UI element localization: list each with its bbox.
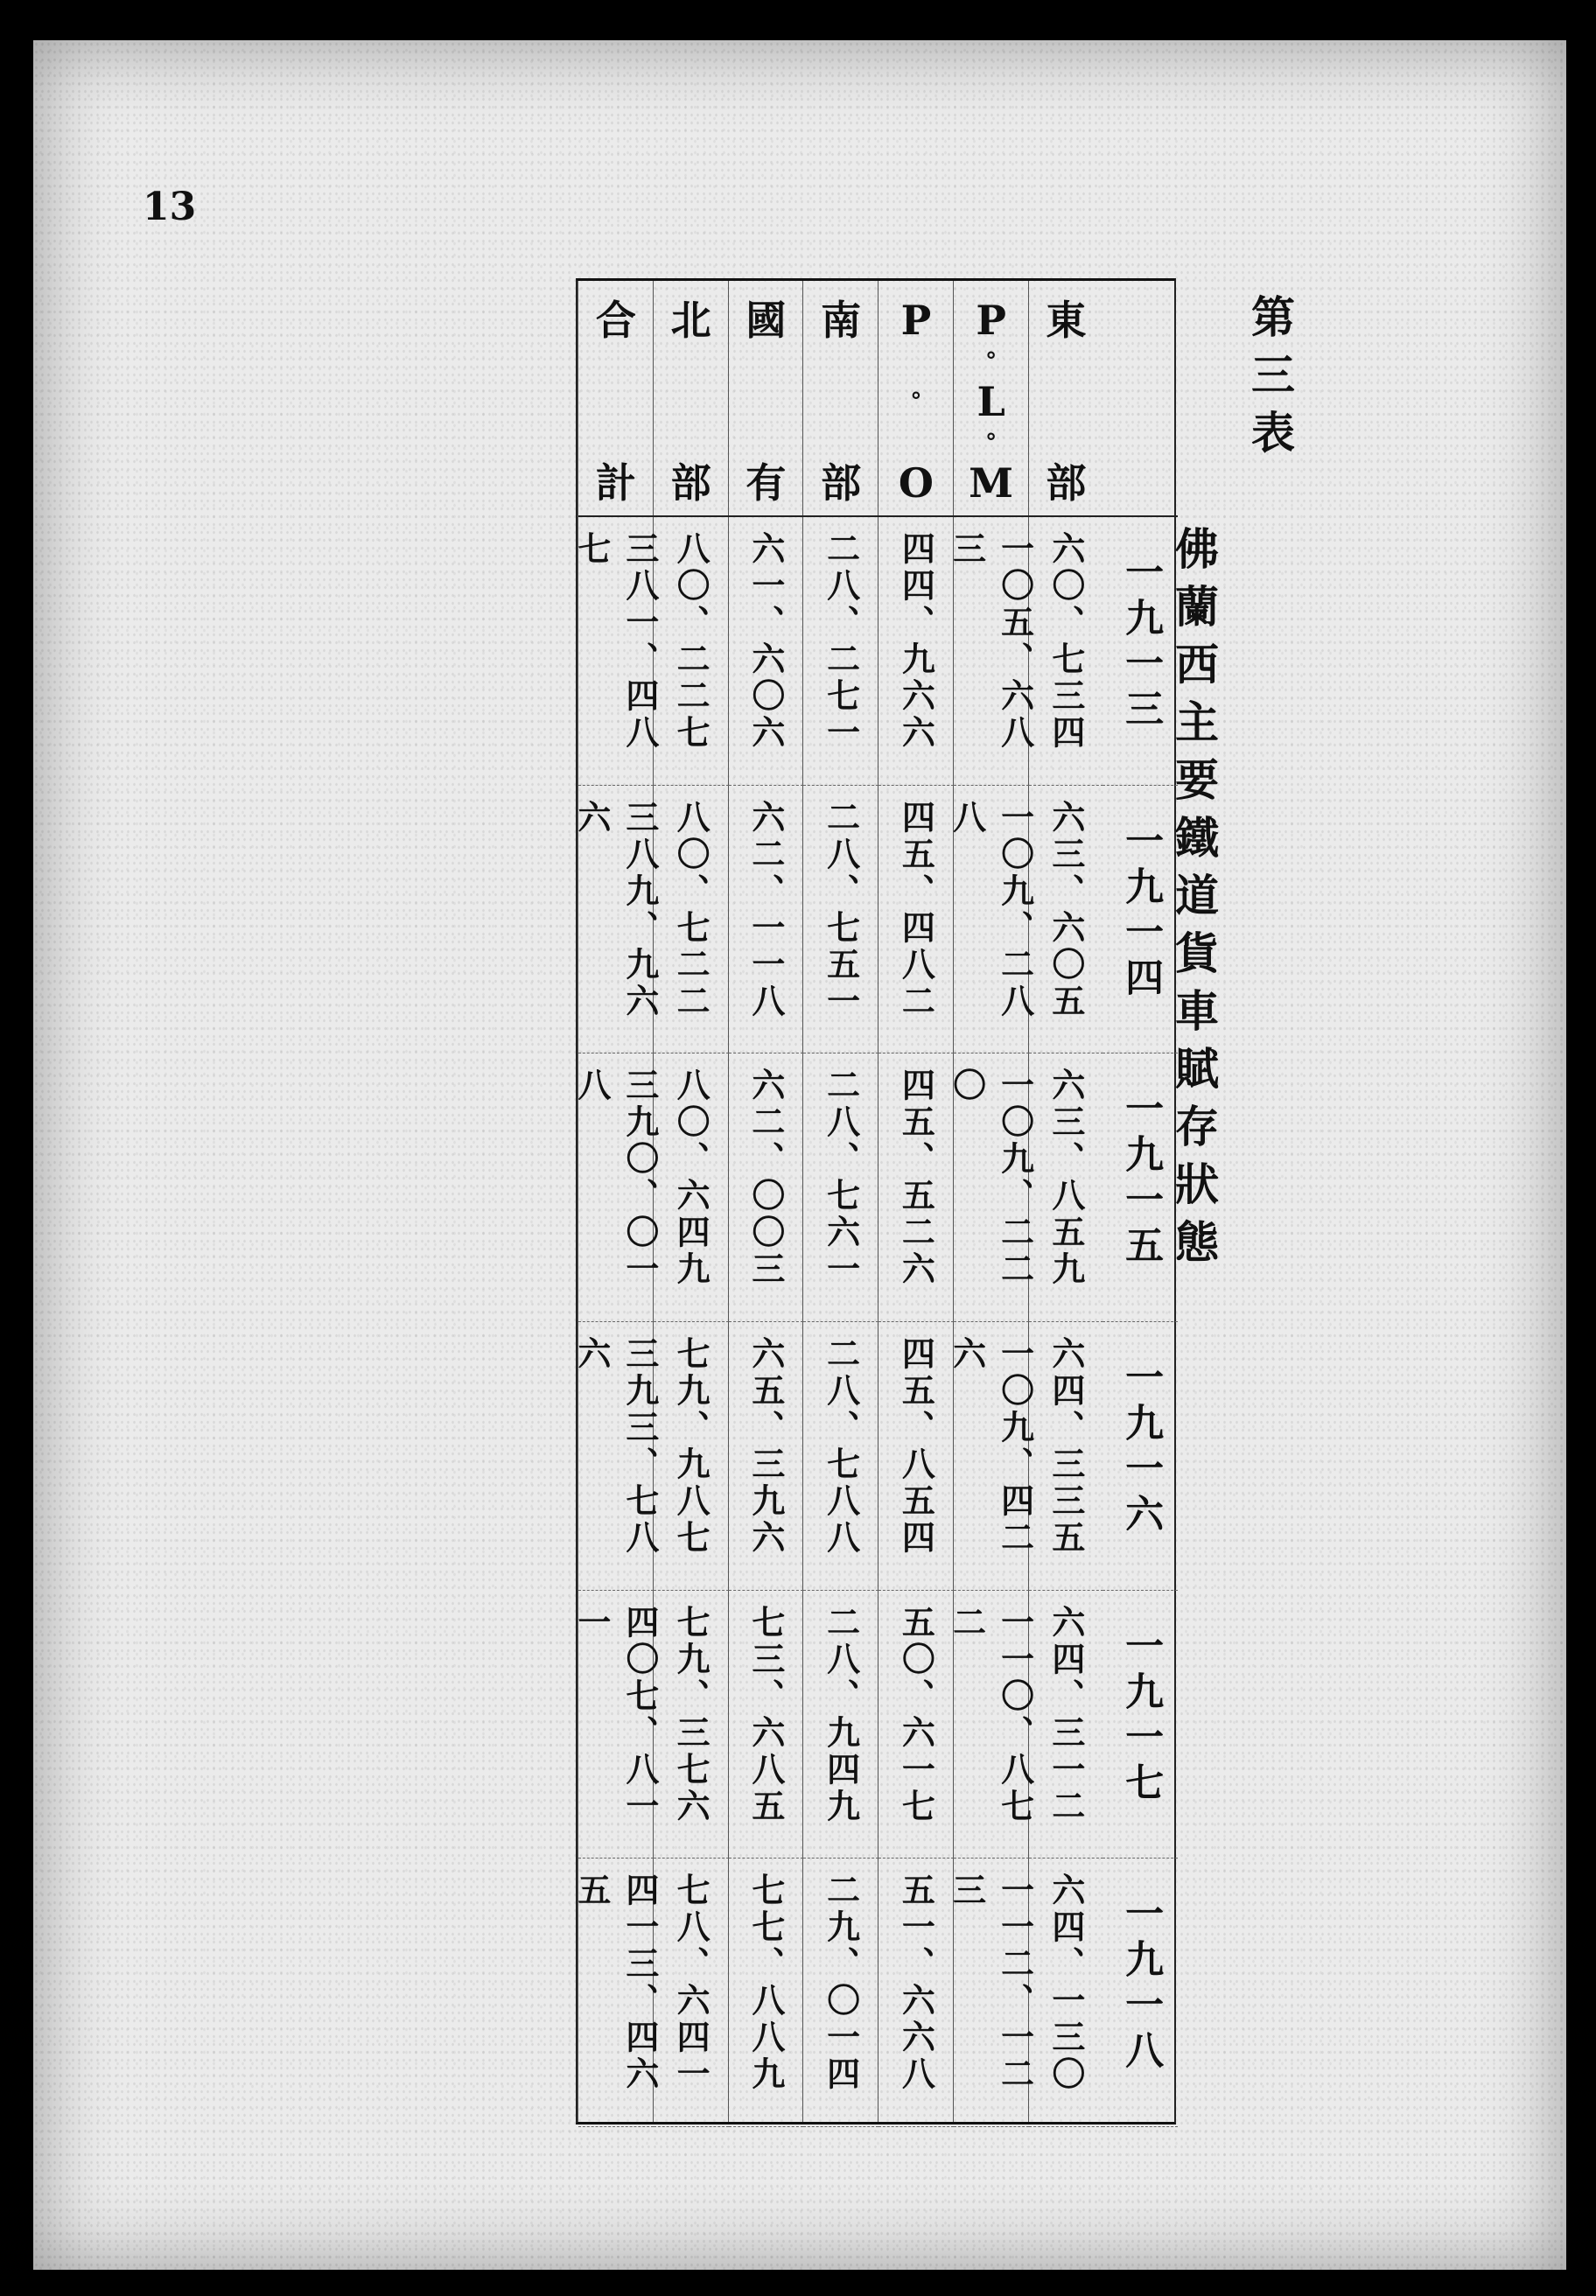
row-label: P ° L ° M [954,281,1029,517]
cell-value: 三八九、九六六 [571,799,660,1020]
table-cell [947,1054,1035,1322]
year-cell [1102,1322,1178,1591]
cell-value: 七三、六八五 [746,1604,786,1825]
table-cell [878,1591,954,1859]
cell-value: 六二、一一八 [746,799,786,1020]
cell-value: 八〇、二二七 [671,531,711,752]
table-title: 佛蘭西主要鐵道貨車賦存狀態 [1168,526,1220,1277]
table-cell [729,1054,804,1322]
year-cell [1102,517,1178,786]
row-label: 國 有 [729,281,804,517]
table-cell [729,1322,804,1591]
table-cell [803,1054,878,1322]
year-cell [1102,1858,1178,2127]
table-column [571,281,660,2122]
cell-value: 五一、六六八 [896,1872,936,2094]
cell-value: 六四、三一二 [1046,1604,1086,1825]
row-label: 南 部 [803,281,878,517]
cell-value: 二九、〇一四 [821,1872,861,2094]
cell-value: 三九三、七八六 [571,1336,660,1557]
table-cell [878,1322,954,1591]
cell-value: 一一〇、八七二 [947,1604,1035,1825]
cell-value: 一〇九、二八八 [947,799,1035,1020]
cell-value: 六三、八五九 [1046,1068,1086,1289]
table-cell [571,1322,660,1591]
cell-value: 六一、六〇六 [746,531,786,752]
table-cell [947,517,1035,786]
cell-value: 二八、七五一 [821,799,861,1020]
table-cell [878,1054,954,1322]
table-cell [654,786,729,1054]
cell-value: 五〇、六一七 [896,1604,936,1825]
table-cell [571,786,660,1054]
cell-value: 一〇九、二二〇 [947,1068,1035,1289]
data-table [571,278,1176,2124]
cell-value: 六二、〇〇三 [746,1068,786,1289]
cell-value: 七八、六四一 [671,1872,711,2094]
cell-value: 四五、四八二 [896,799,936,1020]
table-cell [729,1858,804,2127]
cell-value: 六三、六〇五 [1046,799,1086,1020]
cell-value: 二八、二七一 [821,531,861,752]
cell-value: 七九、九八七 [671,1336,711,1557]
cell-value: 三八一、四八七 [571,531,660,752]
year-label: 一九一八 [1118,1894,1164,2076]
cell-value: 六〇、七三四 [1046,531,1086,752]
cell-value: 二八、九四九 [821,1604,861,1825]
table-cell [654,1858,729,2127]
cell-value: 六五、三九六 [746,1336,786,1557]
table-cell [803,517,878,786]
table-cell [878,786,954,1054]
table-cell [947,1322,1035,1591]
year-label: 一九一七 [1118,1625,1164,1808]
cell-value: 四五、五二六 [896,1068,936,1289]
cell-value: 一〇五、六八三 [947,531,1035,752]
table-cell [947,786,1035,1054]
cell-value: 七七、八八九 [746,1872,786,2094]
year-label: 一九一四 [1118,820,1164,1003]
year-header [1102,281,1178,517]
row-label: P ° O [878,281,954,517]
table-cell [803,1858,878,2127]
document-page [33,40,1566,2270]
table-cell [654,1591,729,1859]
table-column [878,281,954,2122]
cell-value: 一一二、一二三 [947,1872,1035,2094]
cell-value: 八〇、六四九 [671,1068,711,1289]
table-cell [1029,1322,1104,1591]
row-label: 合 計 [578,281,654,517]
page-number: 13 [143,185,197,229]
table-cell [803,1591,878,1859]
cell-value: 一〇九、四二六 [947,1336,1035,1557]
table-cell [1029,1858,1104,2127]
year-label: 一九一三 [1118,552,1164,734]
table-column [802,281,878,2122]
year-label: 一九一六 [1118,1357,1164,1539]
table-cell [1029,517,1104,786]
cell-value: 二八、七八八 [821,1336,861,1557]
table-cell [803,786,878,1054]
table-cell [654,1322,729,1591]
table-cell [947,1858,1035,2127]
table-number: 第三表 [1244,294,1296,467]
cell-value: 六四、一三〇 [1046,1872,1086,2094]
year-label: 一九一五 [1118,1088,1164,1271]
table-cell [654,1054,729,1322]
cell-value: 四〇七、八一一 [571,1604,660,1825]
table-cell [571,1591,660,1859]
table-column [728,281,804,2122]
cell-value: 四四、九六六 [896,531,936,752]
cell-value: 七九、三七六 [671,1604,711,1825]
table-cell [729,1591,804,1859]
table-cell [1029,786,1104,1054]
table-cell [878,1858,954,2127]
table-cell [571,1054,660,1322]
table-cell [1029,1591,1104,1859]
year-column [1102,281,1178,2122]
table-cell [729,786,804,1054]
table-cell [947,1591,1035,1859]
cell-value: 三九〇、〇一八 [571,1068,660,1289]
table-cell [654,517,729,786]
cell-value: 二八、七六一 [821,1068,861,1289]
table-cell [571,517,660,786]
table-cell [571,1858,660,2127]
cell-value: 四五、八五四 [896,1336,936,1557]
year-cell [1102,786,1178,1054]
cell-value: 六四、三三五 [1046,1336,1086,1557]
row-label: 北 部 [654,281,729,517]
cell-value: 四一三、四六五 [571,1872,660,2094]
year-cell [1102,1591,1178,1859]
row-label: 東 部 [1029,281,1104,517]
table-cell [1029,1054,1104,1322]
table-cell [878,517,954,786]
cell-value: 八〇、七二二 [671,799,711,1020]
table-column [947,281,1035,2122]
year-cell [1102,1054,1178,1322]
table-cell [729,517,804,786]
table-cell [803,1322,878,1591]
